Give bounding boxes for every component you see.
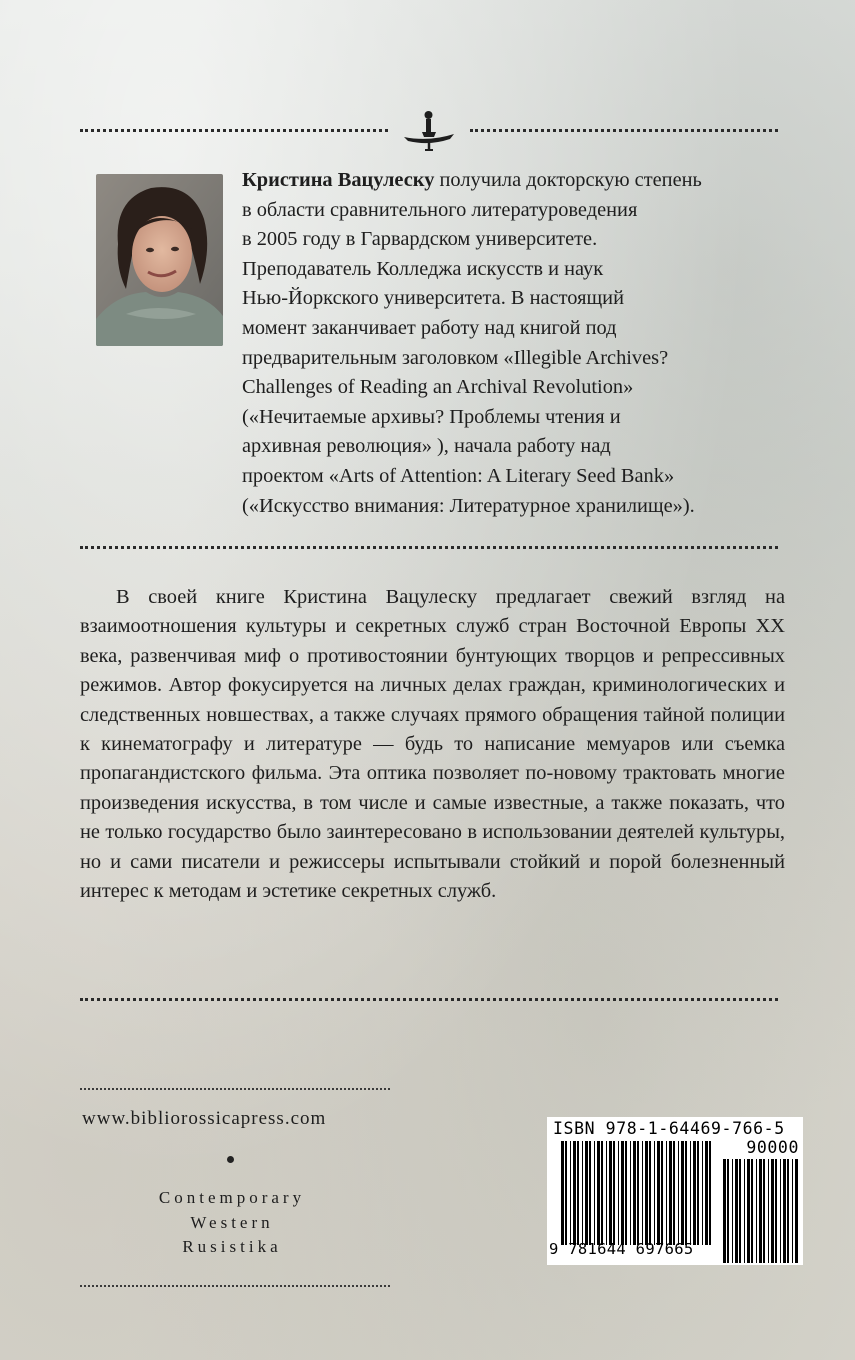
bio-line-7: предварительным заголовком «Illegible Archives? xyxy=(242,346,669,369)
series-name xyxy=(112,1186,352,1260)
publisher-website[interactable]: www.bibliorossicapress.com xyxy=(82,1108,327,1129)
bio-line-11: проектом «Arts of Attention: A Literary Seed Bank» xyxy=(242,464,675,487)
book-description xyxy=(80,583,785,906)
author-bio xyxy=(242,166,812,521)
isbn-barcode xyxy=(547,1117,803,1265)
author-portrait xyxy=(96,174,223,346)
lower-divider xyxy=(80,998,778,1001)
bio-line-1: Кристина Вацулеску получила докторскую степень xyxy=(242,169,702,191)
top-divider-right xyxy=(470,129,778,132)
barcode-addon-number: 90000 xyxy=(746,1138,799,1157)
top-divider-left xyxy=(80,129,388,132)
bullet-separator xyxy=(227,1156,234,1163)
publisher-divider-bottom xyxy=(80,1285,390,1287)
bio-line-6: момент заканчивает работу над книгой под xyxy=(242,316,617,339)
bio-line-3: в 2005 году в Гарвардском университете. xyxy=(242,228,598,251)
author-name: Кристина Вацулеску xyxy=(242,169,435,191)
publisher-divider-top xyxy=(80,1088,390,1090)
bio-line-5: Нью-Йоркского университета. В настоящий xyxy=(242,287,624,310)
series-line-1: Contemporary xyxy=(158,1188,306,1207)
description-paragraph: В своей книге Кристина Вацулеску предлагает свежий взгляд на взаимоотношения культуры и секретных служб стран Восточной Европы XX века, развенчивая миф о противостоянии бунтующих творцов и репрессивных режимов. Автор фокусируется на личных делах граждан, криминологических и следственных новшествах, а также случаях прямого обращения тайной полиции к кинематографу и литературе — будь то написание мемуаров или съемка пропагандистского фильма. Эта оптика позволяет по-новому трактовать многие произведения искусства, в том числе и самые известные, а также показать, что не только государство было заинтересовано в использовании деятелей культуры, но и сами писатели и режиссеры испытывали стойкий и порой болезненный интерес к методам и эстетике секретных служб. xyxy=(80,586,785,903)
series-line-3: Rusistika xyxy=(182,1237,282,1256)
bio-line-8: Challenges of Reading an Archival Revolution» xyxy=(242,376,634,399)
middle-divider xyxy=(80,546,778,549)
isbn-label: ISBN 978-1-64469-766-5 xyxy=(553,1119,785,1138)
boat-rower-ornament-icon xyxy=(398,106,460,152)
bio-line-9: («Нечитаемые архивы? Проблемы чтения и xyxy=(242,405,621,428)
barcode-digits: 9 781644 697665 xyxy=(549,1240,694,1258)
bio-line-2: в области сравнительного литературоведения xyxy=(242,198,638,221)
bio-line-10: архивная революция» ), начала работу над xyxy=(242,435,611,458)
bio-line-4: Преподаватель Колледжа искусств и наук xyxy=(242,257,604,280)
series-line-2: Western xyxy=(190,1212,274,1232)
bio-line-12: («Искусство внимания: Литературное хранилище»). xyxy=(242,494,695,517)
